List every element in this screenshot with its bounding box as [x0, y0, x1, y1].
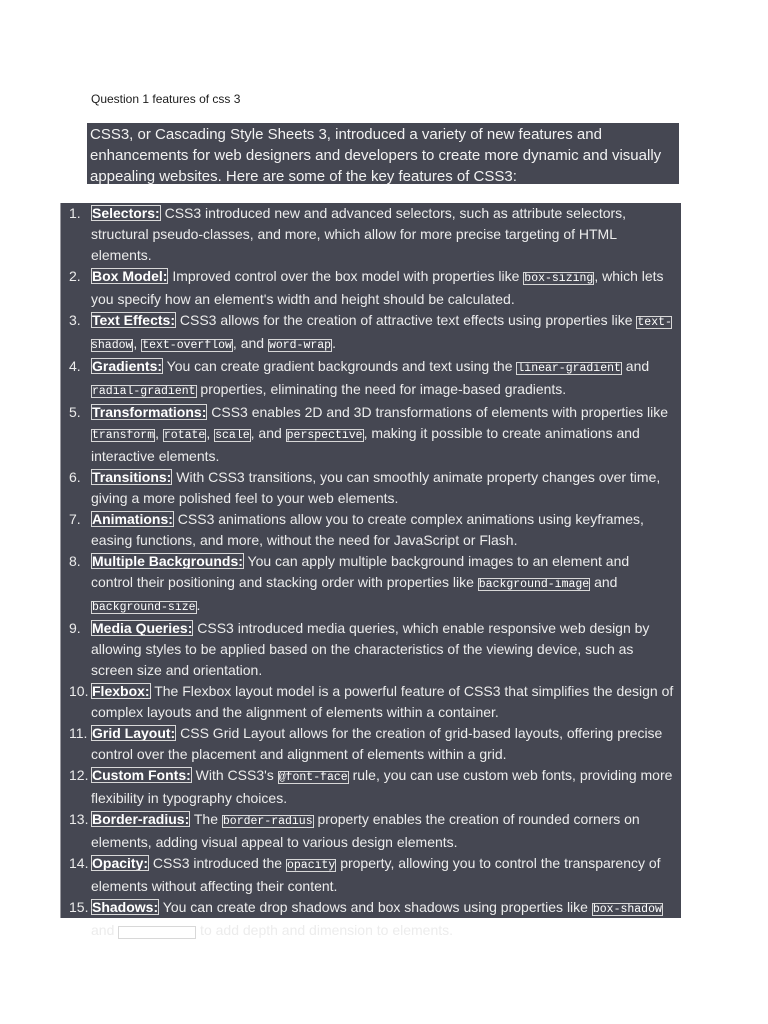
list-item-number: 9. [69, 620, 81, 636]
feature-text: , [155, 425, 163, 441]
list-item [61, 467, 681, 509]
feature-text: You can create drop shadows and box shadows using properties like [159, 899, 592, 915]
feature-term: Media Queries: [92, 620, 193, 636]
list-item-number: 10. [69, 683, 89, 699]
code-snippet: text-overflow [142, 339, 232, 352]
list-item [61, 402, 681, 467]
list-item [61, 266, 681, 310]
list-item [61, 618, 681, 681]
code-snippet: scale [215, 429, 250, 442]
feature-text: property, allowing you to control the transparency of elements without affecting their content. [91, 855, 661, 894]
intro-paragraph: CSS3, or Cascading Style Sheets 3, introduced a variety of new features and enhancements for web designers and developers to create more dynamic and visually appealing websites. Here are some of the key features of CSS3: [87, 123, 679, 184]
feature-term: Opacity: [92, 855, 149, 871]
features-panel [60, 203, 681, 939]
list-item-number: 6. [69, 469, 81, 485]
feature-term: Animations: [92, 511, 173, 527]
feature-text: CSS3 enables 2D and 3D transformations of elements with properties like [207, 404, 669, 420]
code-snippet: border-radius [222, 815, 313, 828]
feature-term: Flexbox: [92, 683, 150, 699]
feature-text: . [196, 597, 201, 613]
code-snippet: perspective [286, 429, 363, 442]
feature-text: CSS Grid Layout allows for the creation of grid-based layouts, offering precise control over the placement and alignment of elements within a grid. [91, 725, 663, 762]
feature-text: You can create gradient backgrounds and text using the [163, 358, 517, 374]
code-snippet: background-size [92, 601, 196, 614]
code-snippet: text-shadow [119, 926, 196, 939]
feature-text: to add depth and dimension to elements. [196, 922, 454, 938]
feature-term: Transformations: [92, 404, 207, 420]
feature-term: Multiple Backgrounds: [92, 553, 243, 569]
feature-text: Improved control over the box model with properties like [168, 268, 524, 284]
list-item-number: 12. [69, 767, 89, 783]
feature-text: CSS3 introduced the [149, 855, 286, 871]
feature-text: With CSS3's [191, 767, 278, 783]
feature-text: rule, you can use custom web fonts, providing more flexibility in typography choices. [91, 767, 673, 806]
page-title: Question 1 features of css 3 [91, 92, 241, 106]
feature-text: The Flexbox layout model is a powerful feature of CSS3 that simplifies the design of complex layouts and the alignment of elements within a container. [91, 683, 674, 720]
code-snippet: @font-face [278, 771, 348, 784]
list-item [61, 356, 681, 402]
code-snippet: radial-gradient [92, 385, 196, 398]
list-item-number: 7. [69, 511, 81, 527]
feature-text: property enables the creation of rounded corners on elements, adding visual appeal to various design elements. [91, 811, 640, 850]
list-item [61, 509, 681, 551]
list-item-number: 4. [69, 358, 81, 374]
list-item [61, 681, 681, 723]
feature-text: properties, eliminating the need for image-based gradients. [196, 381, 567, 397]
feature-term: Text Effects: [92, 312, 175, 328]
list-item-number: 14. [69, 855, 89, 871]
features-list [61, 203, 681, 943]
feature-text: and [91, 922, 119, 938]
feature-text: , and [232, 335, 268, 351]
feature-term: Border-radius: [92, 811, 190, 827]
list-item-number: 8. [69, 553, 81, 569]
feature-text: CSS3 introduced media queries, which enable responsive web design by allowing styles to be applied based on the characteristics of the viewing device, such as screen size and orientation. [91, 620, 650, 678]
list-item [61, 723, 681, 765]
feature-text: You can apply multiple background images to an element and control their positioning and stacking order with properties like [91, 553, 630, 590]
list-item-number: 5. [69, 404, 81, 420]
feature-text: . [332, 335, 336, 351]
code-snippet: text-shadow [91, 316, 672, 352]
feature-text: , and [250, 425, 286, 441]
list-item-number: 3. [69, 312, 81, 328]
feature-term: Transitions: [92, 469, 172, 485]
feature-text: CSS3 introduced new and advanced selectors, such as attribute selectors, structural pseudo-classes, and more, which allow for more precise targeting of HTML elements. [91, 205, 627, 263]
feature-term: Selectors: [92, 205, 160, 221]
feature-term: Gradients: [92, 358, 163, 374]
list-item [61, 203, 681, 266]
feature-text: , making it possible to create animations and interactive elements. [91, 425, 640, 464]
feature-text: , which lets you specify how an element's width and height should be calculated. [91, 268, 664, 307]
feature-text: CSS3 allows for the creation of attractive text effects using properties like [175, 312, 637, 328]
code-snippet: box-shadow [592, 903, 662, 916]
code-snippet: rotate [163, 429, 206, 442]
list-item-number: 13. [69, 811, 89, 827]
feature-text: The [190, 811, 222, 827]
list-item-number: 15. [69, 899, 89, 915]
feature-text: With CSS3 transitions, you can smoothly animate property changes over time, giving a more polished feel to your web elements. [91, 469, 661, 506]
feature-text: , [206, 425, 215, 441]
feature-term: Box Model: [92, 268, 168, 284]
feature-term: Grid Layout: [92, 725, 176, 741]
list-item [61, 765, 681, 809]
code-snippet: box-sizing [524, 272, 594, 285]
code-snippet: background-image [478, 578, 590, 591]
feature-text: and [621, 358, 650, 374]
feature-term: Custom Fonts: [92, 767, 191, 783]
feature-text: and [590, 574, 618, 590]
list-item-number: 11. [69, 725, 88, 741]
code-snippet: word-wrap [268, 339, 332, 352]
list-item [61, 853, 681, 897]
feature-text: , [133, 335, 142, 351]
list-item [61, 551, 681, 618]
code-snippet: linear-gradient [517, 362, 621, 375]
list-item [61, 310, 681, 356]
code-snippet: transform [92, 429, 155, 442]
list-item-number: 1. [69, 205, 81, 221]
feature-text: CSS3 animations allow you to create complex animations using keyframes, easing functions, and more, without the need for JavaScript or Flash. [91, 511, 644, 548]
list-item [61, 809, 681, 853]
feature-term: Shadows: [92, 899, 159, 915]
list-item-number: 2. [69, 268, 81, 284]
code-snippet: opacity [287, 859, 336, 872]
list-item [61, 897, 681, 943]
